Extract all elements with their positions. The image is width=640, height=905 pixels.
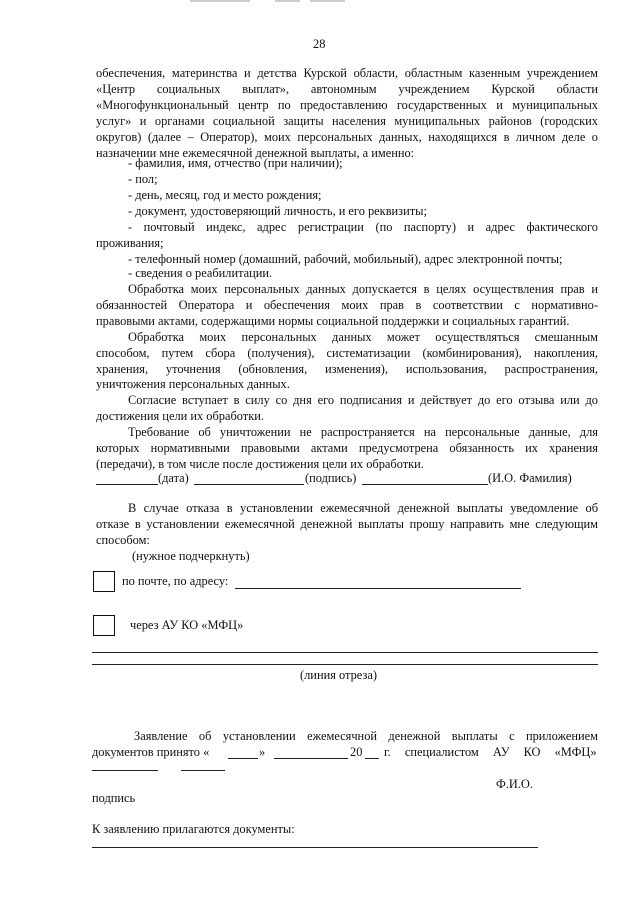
signature-caption: (подпись) <box>305 471 357 485</box>
text-line: Согласие вступает в силу со дня его подписания и действует до его отзыва или до <box>128 393 598 407</box>
text-line: «Многофункциональный центр по предоставлению государственных и муниципальных <box>96 98 598 112</box>
fio-caption: Ф.И.О. <box>496 777 533 791</box>
text-line: обязанностей Оператора и обеспечения моих прав в соответствии с нормативно- <box>96 298 598 312</box>
text-line: округов) (далее – Оператор), моих персональных данных, находящихся в личном деле о <box>96 130 598 144</box>
text-line: Обработка моих персональных данных допускается в целях осуществления прав и <box>128 282 598 296</box>
cut-line <box>92 652 598 653</box>
bullet-item: - телефонный номер (домашний, рабочий, мобильный), адрес электронной почты; <box>128 252 563 266</box>
bullet-item: - день, месяц, год и место рождения; <box>128 188 322 202</box>
text-line: «Центр социальных выплат», автономным учреждением Курской области <box>96 82 598 96</box>
text-line: проживания; <box>96 236 164 250</box>
receipt-quote-close: » <box>259 745 266 759</box>
text-line: В случае отказа в установлении ежемесячной денежной выплаты уведомление об <box>128 501 598 515</box>
date-caption: (дата) <box>158 471 189 485</box>
underline-hint: (нужное подчеркнуть) <box>132 549 250 563</box>
mail-checkbox[interactable] <box>93 571 115 592</box>
bullet-item: - документ, удостоверяющий личность, и его реквизиты; <box>128 204 427 218</box>
text-line: хранения, уточнения (обновления, изменения), использования, распространения, <box>96 362 598 376</box>
attachments-blank-line[interactable] <box>92 847 538 848</box>
top-edge-marks <box>0 0 640 6</box>
bullet-item: - фамилия, имя, отчество (при наличии); <box>128 156 343 170</box>
mail-address-line[interactable] <box>235 588 521 589</box>
date-blank-line[interactable] <box>96 484 158 485</box>
text-line: услуг» и органами социальной защиты населения муниципальных районов (городских <box>96 114 598 128</box>
signature-blank-line[interactable] <box>194 484 304 485</box>
receipt-month-line[interactable] <box>274 758 348 759</box>
name-caption: (И.О. Фамилия) <box>488 471 572 485</box>
text-line: Обработка моих персональных данных может осуществляться смешанным <box>128 330 598 344</box>
receipt-year-line[interactable] <box>365 758 379 759</box>
text-line: уничтожения персональных данных. <box>96 377 290 391</box>
bullet-item: - пол; <box>128 172 158 186</box>
signature-blank-line[interactable] <box>92 770 158 771</box>
text-line: обеспечения, материнства и детства Курской области, областным казенным учреждением <box>96 66 598 80</box>
text-line: способом, путем сбора (получения), систематизации (комбинирования), накопления, <box>96 346 598 360</box>
cut-line-caption: (линия отреза) <box>300 668 377 682</box>
bullet-item: - сведения о реабилитации. <box>128 266 273 280</box>
bullet-item: - почтовый индекс, адрес регистрации (по паспорту) и адрес фактического <box>128 220 598 234</box>
signature-caption: подпись <box>92 791 136 805</box>
text-line: Требование об уничтожении не распространяется на персональные данные, для <box>128 425 598 439</box>
name-blank-line[interactable] <box>362 484 488 485</box>
text-line: отказе в установлении ежемесячной денежной выплаты прошу направить мне следующим <box>96 517 598 531</box>
mail-option-label: по почте, по адресу: <box>122 574 229 588</box>
cut-line-lower <box>92 664 598 665</box>
text-line: достижения цели их обработки. <box>96 409 264 423</box>
text-line: правовыми актами, содержащими нормы социальной поддержки и социальных гарантий. <box>96 314 570 328</box>
text-line: назначении мне ежемесячной денежной выплаты, а именно: <box>96 146 415 160</box>
text-line: способом: <box>96 533 150 547</box>
page-number: 28 <box>313 37 326 51</box>
receipt-specialist-text: г. специалистом АУ КО «МФЦ» <box>384 745 597 759</box>
receipt-text-line: Заявление об установлении ежемесячной денежной выплаты с приложением <box>134 729 598 743</box>
text-line: (передачи), в том числе после достижения цели их обработки. <box>96 457 424 471</box>
mfc-option-label: через АУ КО «МФЦ» <box>130 618 244 632</box>
fio-blank-line[interactable] <box>181 770 225 771</box>
receipt-year-prefix: 20 <box>350 745 363 759</box>
receipt-day-line[interactable] <box>228 758 258 759</box>
receipt-accepted-prefix: документов принято « <box>92 745 210 759</box>
mfc-checkbox[interactable] <box>93 615 115 636</box>
text-line: которых нормативными правовыми актами предусмотрена обязанность их хранения <box>96 441 598 455</box>
attachments-label: К заявлению прилагаются документы: <box>92 822 295 836</box>
